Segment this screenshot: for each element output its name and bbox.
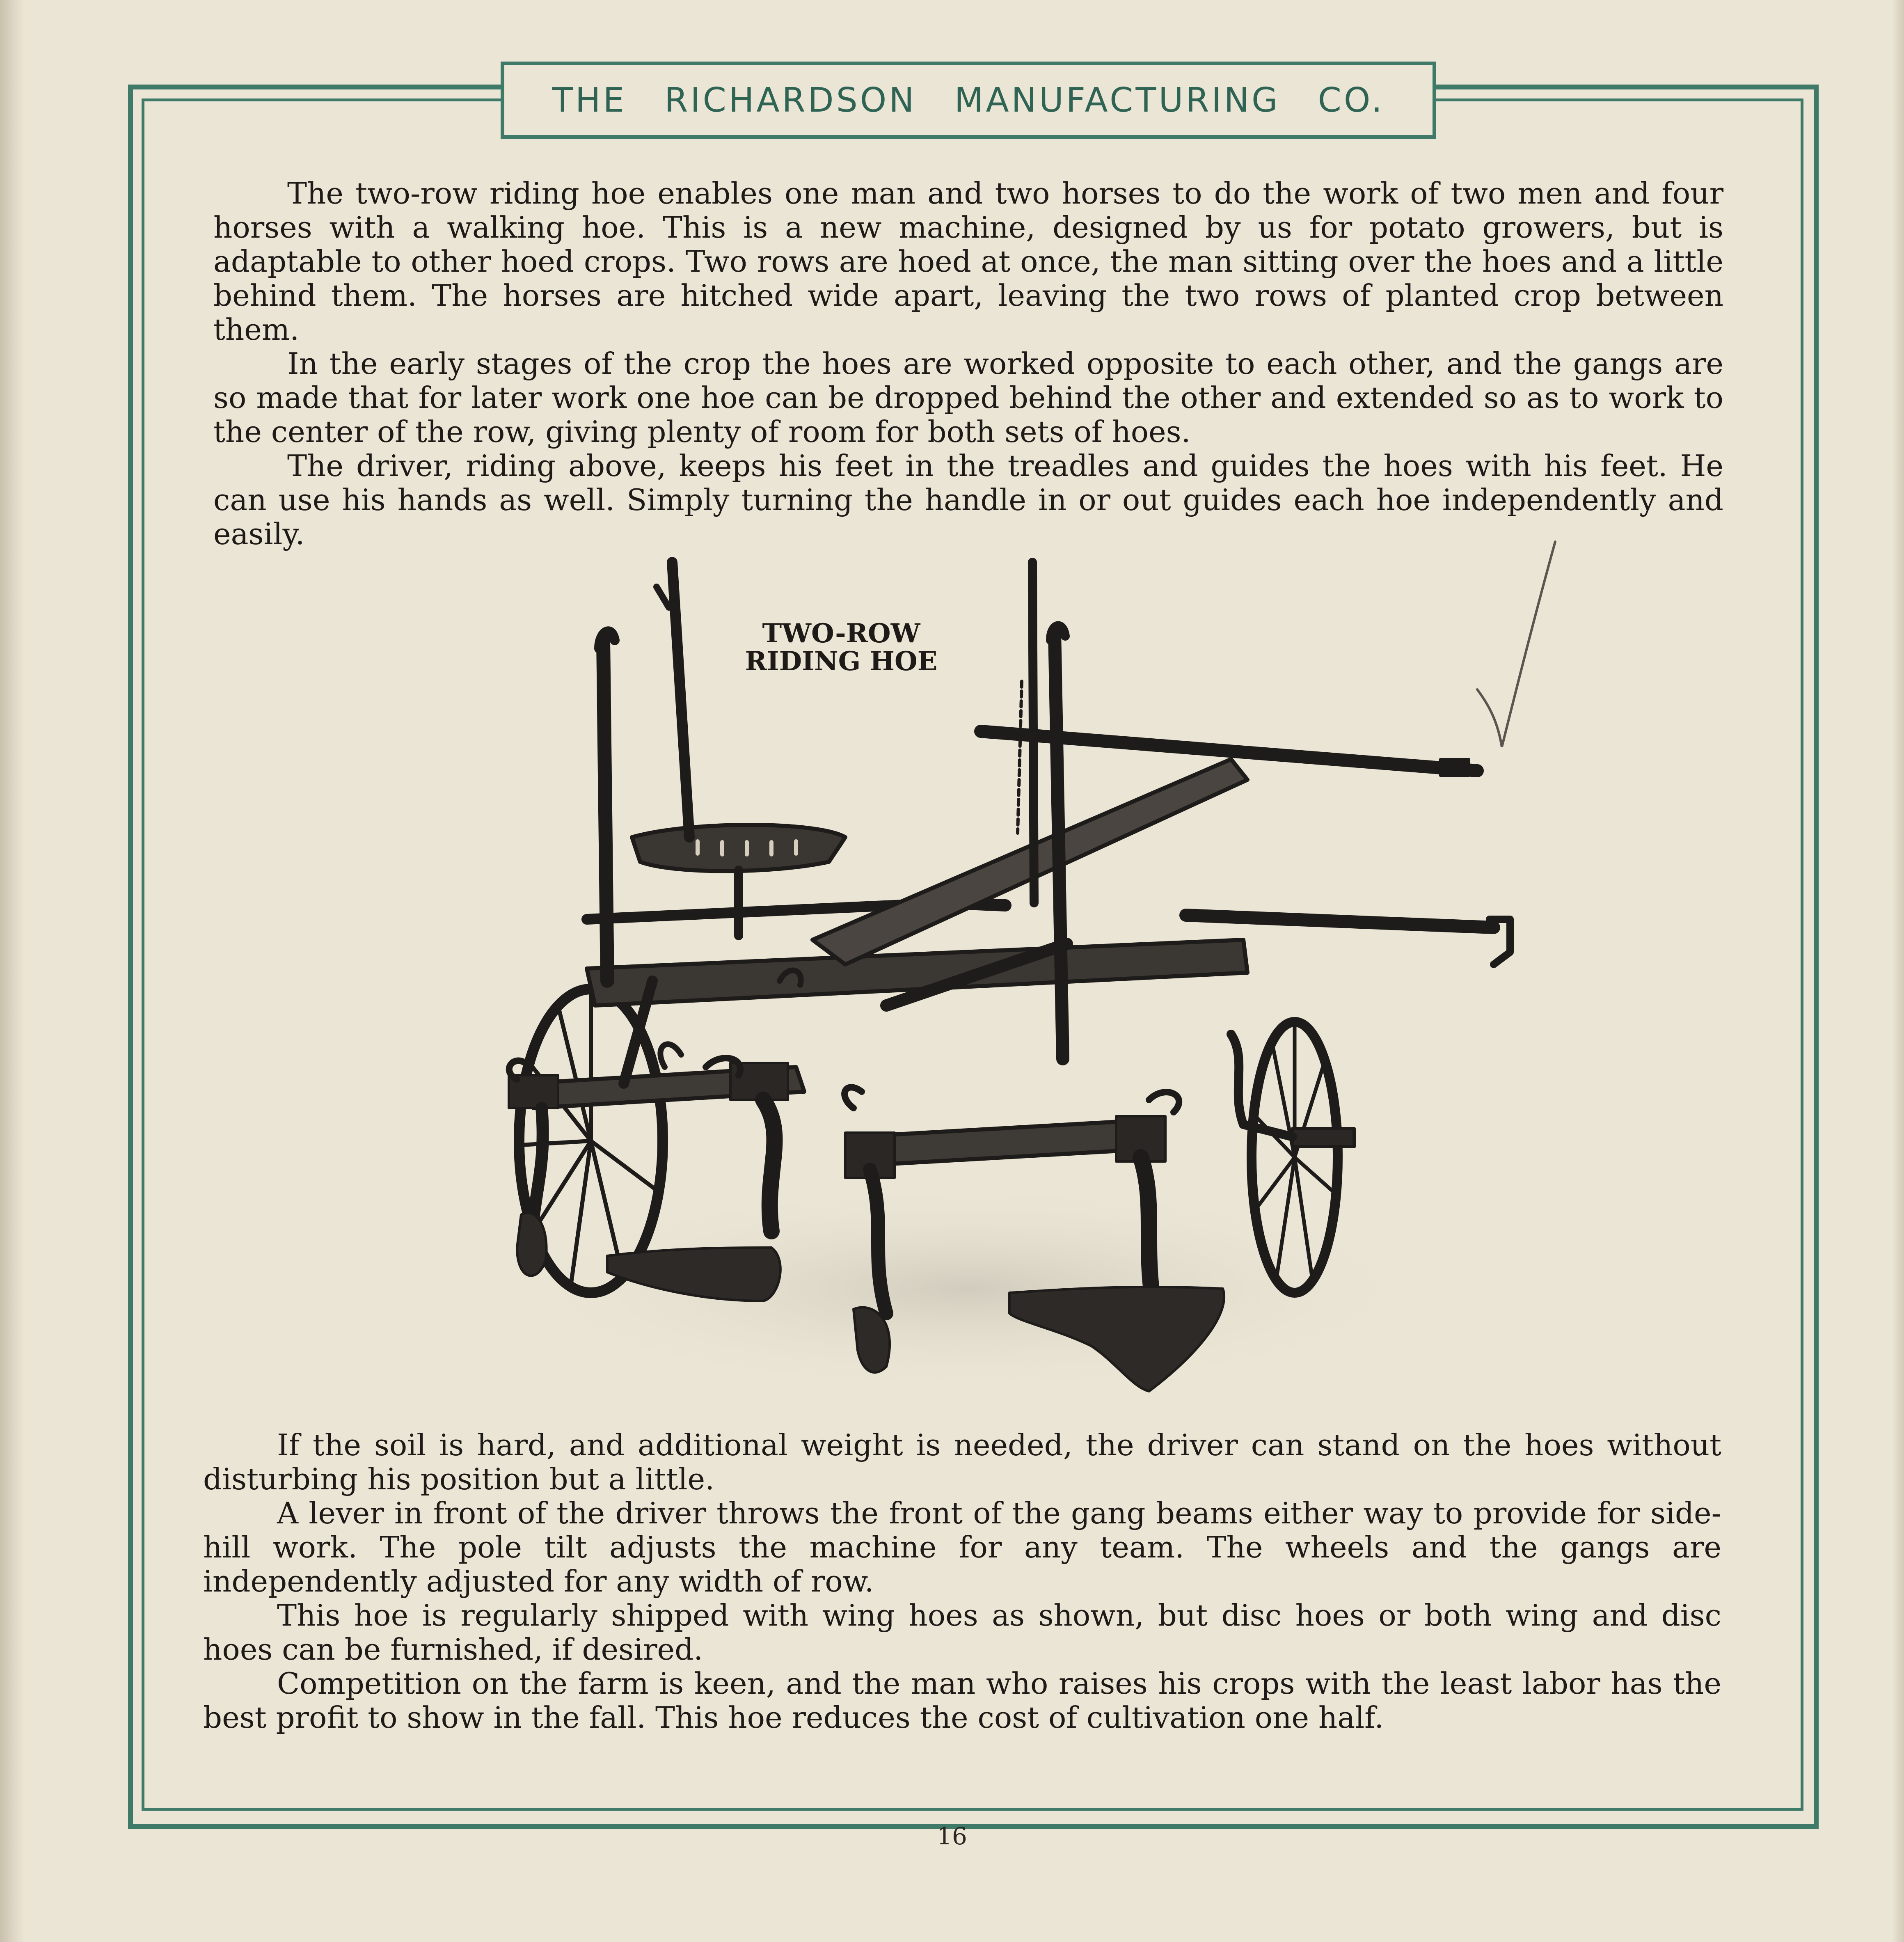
paragraph: If the soil is hard, and additional weight is needed, the driver can stand on the hoes without disturbing his position but a little.: [203, 1428, 1721, 1496]
paragraph: This hoe is regularly shipped with wing hoes as shown, but disc hoes or both wing and disc hoes can be furnished, if desired.: [203, 1598, 1721, 1667]
caption-line: RIDING HOE: [745, 646, 938, 677]
header-banner: [501, 62, 1436, 139]
page-number: 16: [937, 1822, 967, 1850]
closing-text: [203, 1428, 1721, 1735]
intro-text: [213, 176, 1723, 551]
paragraph: Competition on the farm is keen, and the man who raises his crops with the least labor has the best profit to show in the fall. This hoe reduces the cost of cultivation one half.: [203, 1666, 1721, 1735]
handwritten-check-mark-icon: [1461, 534, 1559, 763]
riding-hoe-drawing: [476, 550, 1543, 1416]
riding-hoe-illustration: [476, 550, 1543, 1416]
paragraph: In the early stages of the crop the hoes are worked opposite to each other, and the gangs are so made that for later work one hoe can be dropped behind the other and extended so as to work to the center of the row, giving plenty of room for both sets of hoes.: [213, 346, 1723, 449]
paragraph: The driver, riding above, keeps his feet in the treadles and guides the hoes with his feet. He can use his hands as well. Simply turning the handle in or out guides each hoe independently and easily.: [213, 449, 1723, 551]
figure-caption: [673, 620, 1009, 676]
page-binding-shadow: [0, 0, 25, 1942]
paragraph: A lever in front of the driver throws the front of the gang beams either way to provide for side-hill work. The pole tilt adjusts the machine for any team. The wheels and the gangs are independently adjusted for any width of row.: [203, 1496, 1721, 1598]
paragraph: The two-row riding hoe enables one man and two horses to do the work of two men and four horses with a walking hoe. This is a new machine, designed by us for potato growers, but is adaptable to other hoed crops. Two rows are hoed at once, the man sitting over the hoes and a little behind them. The horses are hitched wide apart, leaving the two rows of planted crop between them.: [213, 176, 1723, 347]
page-title: THE RICHARDSON MANUFACTURING CO.: [552, 80, 1385, 120]
caption-line: TWO-ROW: [762, 618, 920, 649]
page-edge-shadow: [1892, 0, 1904, 1942]
